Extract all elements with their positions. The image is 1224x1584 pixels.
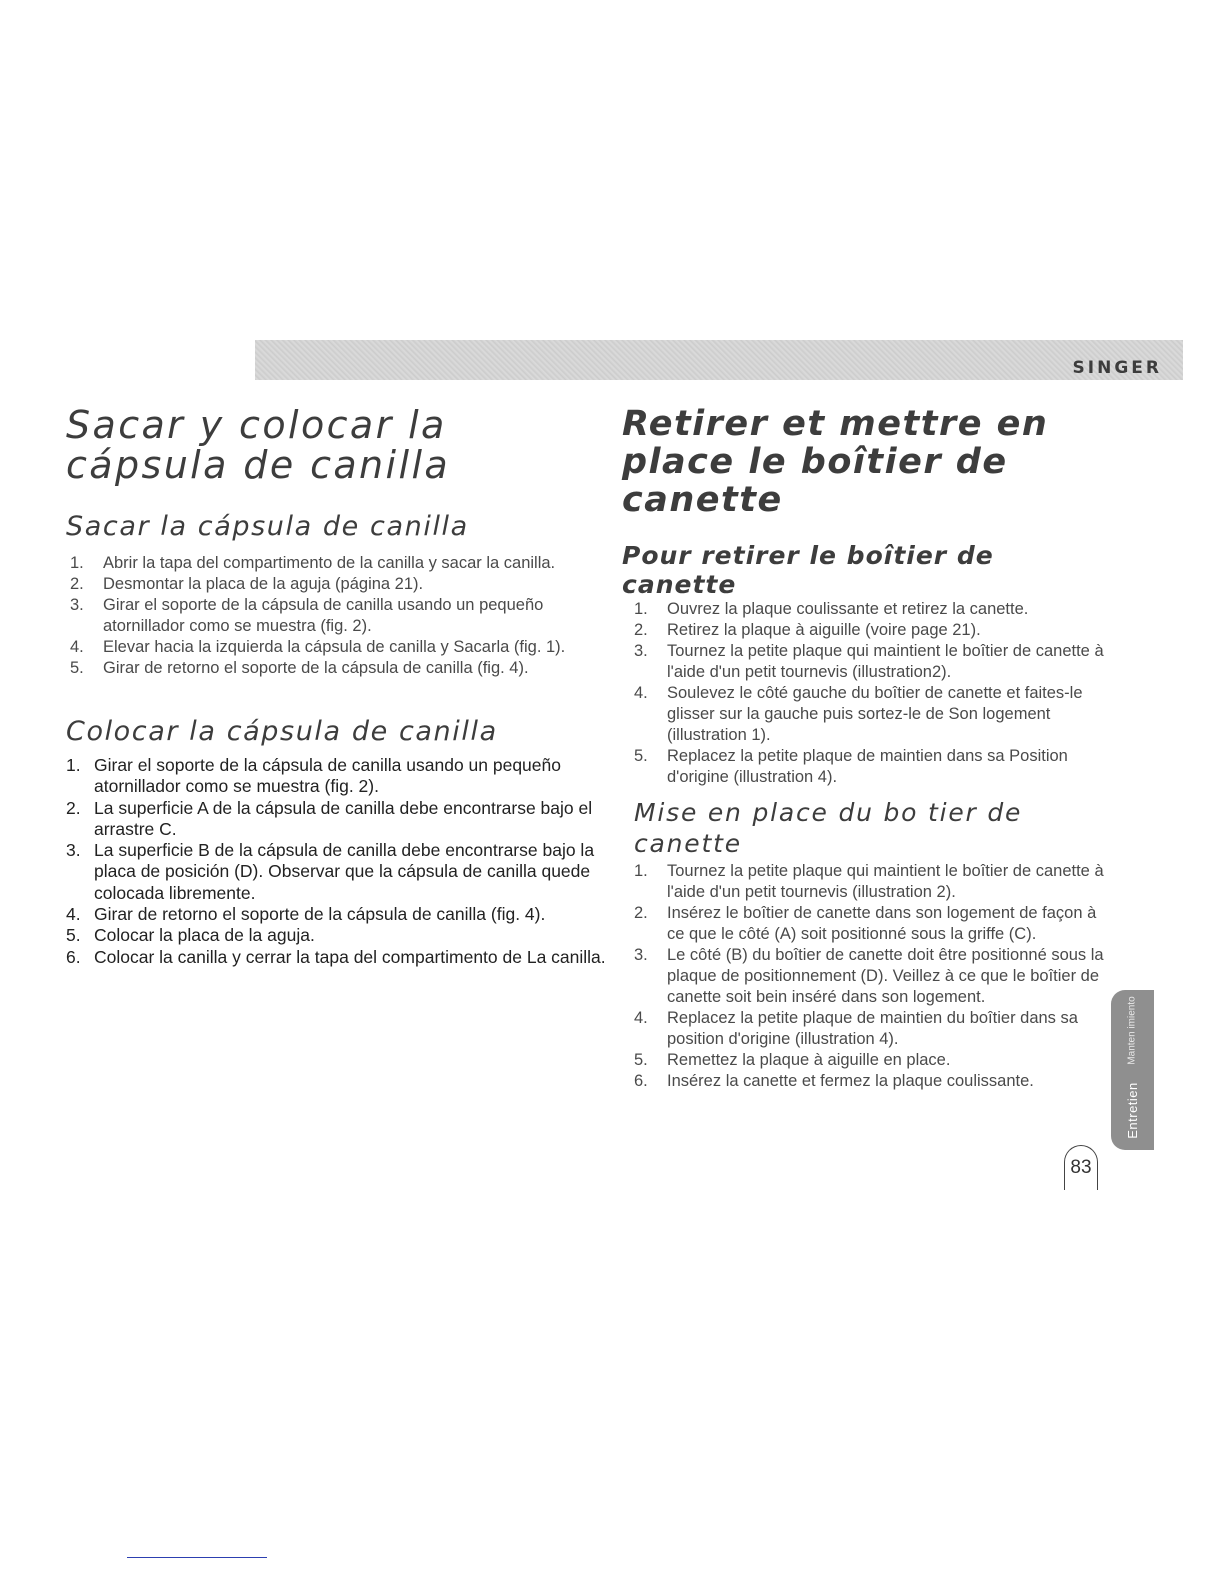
header-band: [255, 340, 1183, 380]
spanish-section1-list: [70, 553, 606, 679]
french-section2-list: [634, 861, 1112, 1092]
list-item: 3. Le côté (B) du boîtier de canette doit être positionné sous la plaque de positionnement (D). Veillez à ce que le boîtier de canette soit bein inséré dans son logement.: [634, 946, 1104, 1006]
list-item: 2. Desmontar la placa de la aguja (página 21).: [70, 575, 424, 593]
list-item: 1. Tournez la petite plaque qui maintient le boîtier de canette à l'aide d'un petit tournevis (illustration 2).: [634, 862, 1104, 901]
list-item: 6. Colocar la canilla y cerrar la tapa del compartimento de La canilla.: [66, 946, 606, 967]
list-item: 2. Insérez le boîtier de canette dans son logement de façon à ce que le côté (A) soit positionné sous la griffe (C).: [634, 904, 1097, 943]
list-item: 1. Girar el soporte de la cápsula de canilla usando un pequeño atornillador como se muestra (fig. 2).: [66, 755, 561, 797]
french-section1-title: Pour retirer le boîtier de canette: [622, 541, 994, 599]
bottom-underline: [127, 1557, 267, 1558]
french-column: [622, 405, 1112, 1092]
list-item: 5. Replacez la petite plaque de maintien dans sa Position d'origine (illustration 4).: [634, 747, 1068, 786]
list-item: 4. Girar de retorno el soporte de la cápsula de canilla (fig. 4).: [66, 904, 546, 925]
spanish-page-title: Sacar y colocar la cápsula de canilla: [66, 403, 451, 487]
french-page-title: Retirer et mettre en place le boîtier de canette: [622, 404, 1049, 520]
list-item: 3. Girar el soporte de la cápsula de canilla usando un pequeño atornillador como se muestra (fig. 2).: [70, 596, 544, 635]
side-tab-upper: Manten imiento: [1127, 995, 1138, 1065]
chapter-side-tab: [1111, 990, 1154, 1150]
spanish-section2-list: [66, 755, 606, 968]
list-item: 4. Elevar hacia la izquierda la cápsula de canilla y Sacarla (fig. 1).: [70, 638, 566, 656]
spanish-section1-title: Sacar la cápsula de canilla: [66, 511, 469, 542]
page-number: 83: [1064, 1145, 1098, 1190]
list-item: 2. La superficie A de la cápsula de canilla debe encontrarse bajo el arrastre C.: [66, 797, 593, 839]
list-item: 6. Insérez la canette et fermez la plaque coulissante.: [634, 1072, 1034, 1090]
list-item: 4. Replacez la petite plaque de maintien du boîtier dans sa position d'origine (illustration 4).: [634, 1009, 1078, 1048]
brand-logo: SINGER: [1072, 358, 1162, 378]
spanish-section2-title: Colocar la cápsula de canilla: [66, 716, 498, 747]
french-section1-list: [634, 599, 1112, 788]
spanish-column: [66, 405, 606, 968]
list-item: 2. Retirez la plaque à aiguille (voire page 21).: [634, 621, 981, 639]
list-item: 1. Ouvrez la plaque coulissante et retirez la canette.: [634, 600, 1029, 618]
list-item: 5. Remettez la plaque à aiguille en place.: [634, 1051, 951, 1069]
list-item: 3. Tournez la petite plaque qui maintient le boîtier de canette à l'aide d'un petit tournevis (illustration2).: [634, 642, 1104, 681]
side-tab-lower: Entretien: [1125, 1081, 1141, 1139]
list-item: 5. Girar de retorno el soporte de la cápsula de canilla (fig. 4).: [70, 659, 529, 677]
list-item: 1. Abrir la tapa del compartimento de la canilla y sacar la canilla.: [70, 554, 556, 572]
list-item: 3. La superficie B de la cápsula de canilla debe encontrarse bajo la placa de posición (D). Observar que la cápsula de canilla quede colocada libremente.: [66, 840, 595, 903]
list-item: 4. Soulevez le côté gauche du boîtier de canette et faites-le glisser sur la gauche puis sortez-le de Son logement (illustration 1).: [634, 684, 1083, 744]
french-section2-title: Mise en place du bo tier de canette: [634, 798, 1023, 858]
list-item: 5. Colocar la placa de la aguja.: [66, 925, 315, 946]
